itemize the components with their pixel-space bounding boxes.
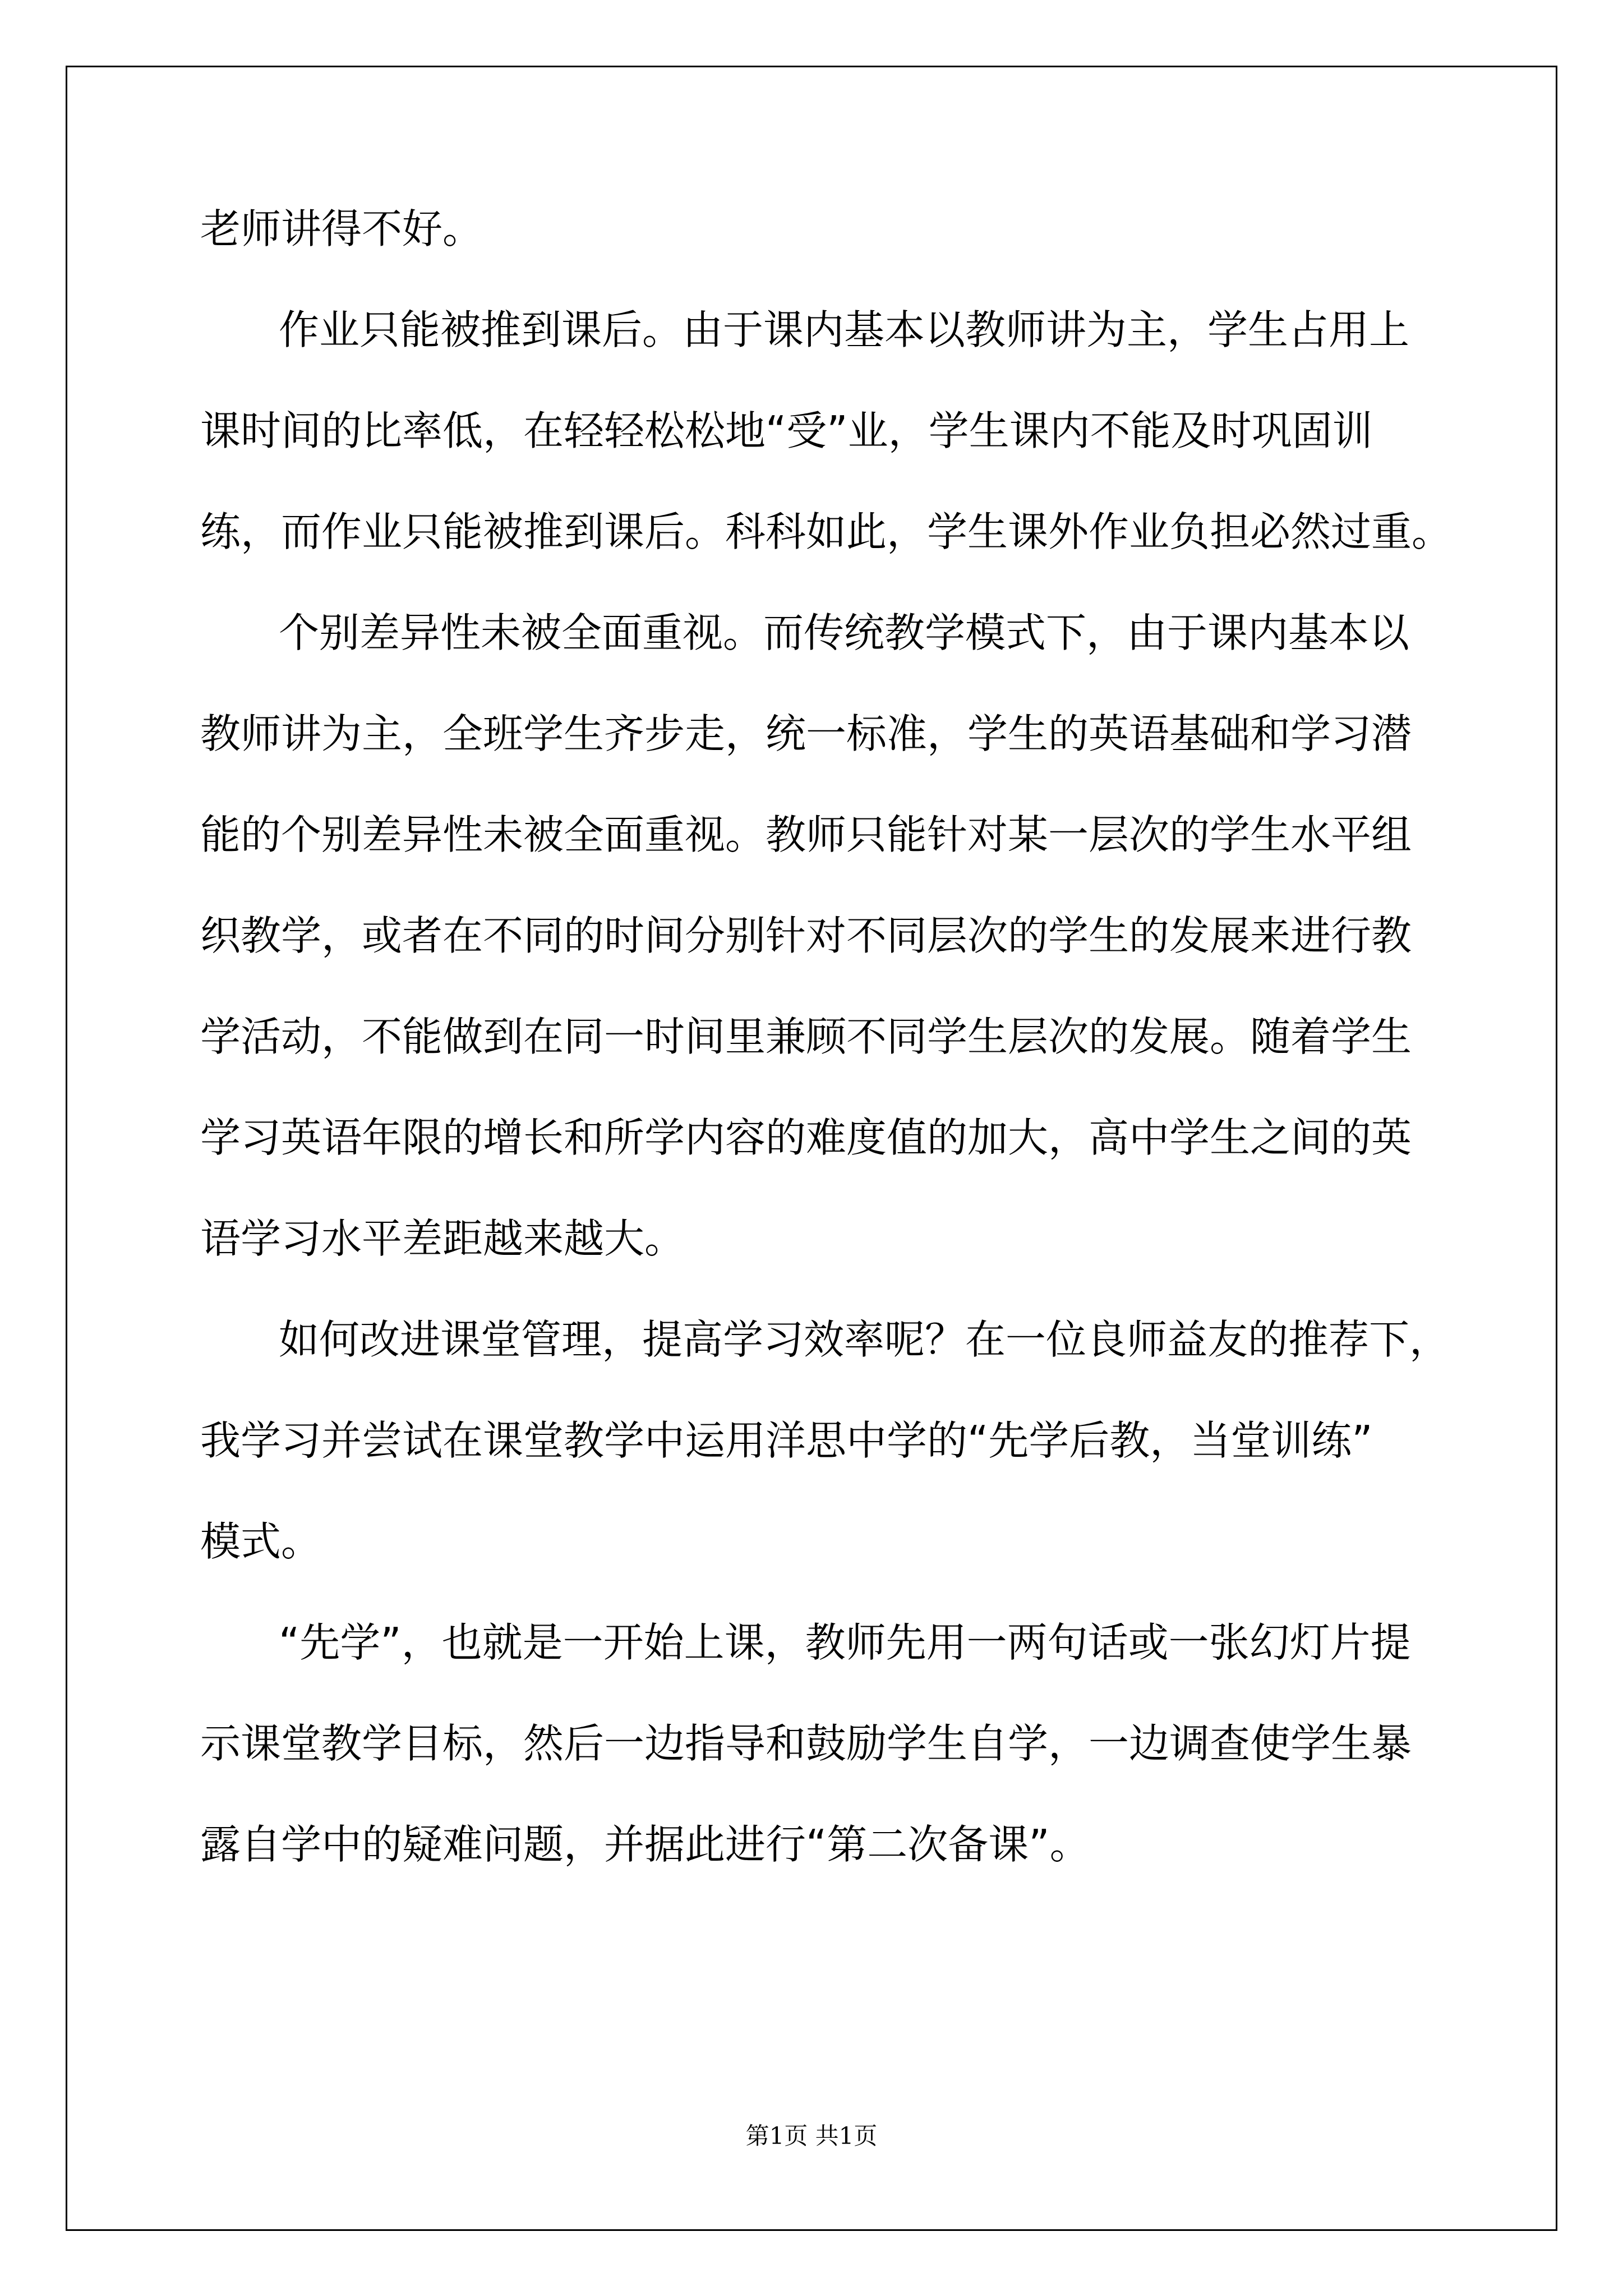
text-line: 语学习水平差距越来越大。	[200, 1215, 685, 1262]
text-line: 我学习并尝试在课堂教学中运用洋思中学的“先学后教，当堂训练”	[200, 1417, 1373, 1464]
paragraph-first-line: 个别差异性未被全面重视。而传统教学模式下，由于课内基本以	[279, 609, 1410, 656]
text-line: 学活动，不能做到在同一时间里兼顾不同学生层次的发展。随着学生	[200, 1013, 1412, 1060]
text-line: 教师讲为主，全班学生齐步走，统一标准，学生的英语基础和学习潜	[200, 710, 1412, 757]
text-line: 课时间的比率低，在轻轻松松地“受”业，学生课内不能及时巩固训	[200, 407, 1373, 454]
text-line: 能的个别差异性未被全面重视。教师只能针对某一层次的学生水平组	[200, 811, 1412, 858]
text-line: 学习英语年限的增长和所学内容的难度值的加大，高中学生之间的英	[200, 1114, 1412, 1161]
text-line: 示课堂教学目标，然后一边指导和鼓励学生自学，一边调查使学生暴	[200, 1720, 1412, 1767]
text-line: 露自学中的疑难问题，并据此进行“第二次备课”。	[200, 1821, 1090, 1868]
paragraph-first-line: 作业只能被推到课后。由于课内基本以教师讲为主，学生占用上	[279, 306, 1410, 353]
paragraph-first-line: “先学”，也就是一开始上课，教师先用一两句话或一张幻灯片提	[279, 1619, 1411, 1666]
text-line: 模式。	[200, 1518, 322, 1565]
page-footer: 第1页 共1页	[745, 2122, 878, 2150]
text-line: 练，而作业只能被推到课后。科科如此，学生课外作业负担必然过重。	[200, 508, 1453, 555]
text-line: 织教学，或者在不同的时间分别针对不同层次的学生的发展来进行教	[200, 912, 1412, 959]
paragraph-first-line: 如何改进课堂管理，提高学习效率呢？在一位良师益友的推荐下，	[279, 1316, 1450, 1363]
text-line: 老师讲得不好。	[200, 205, 483, 252]
